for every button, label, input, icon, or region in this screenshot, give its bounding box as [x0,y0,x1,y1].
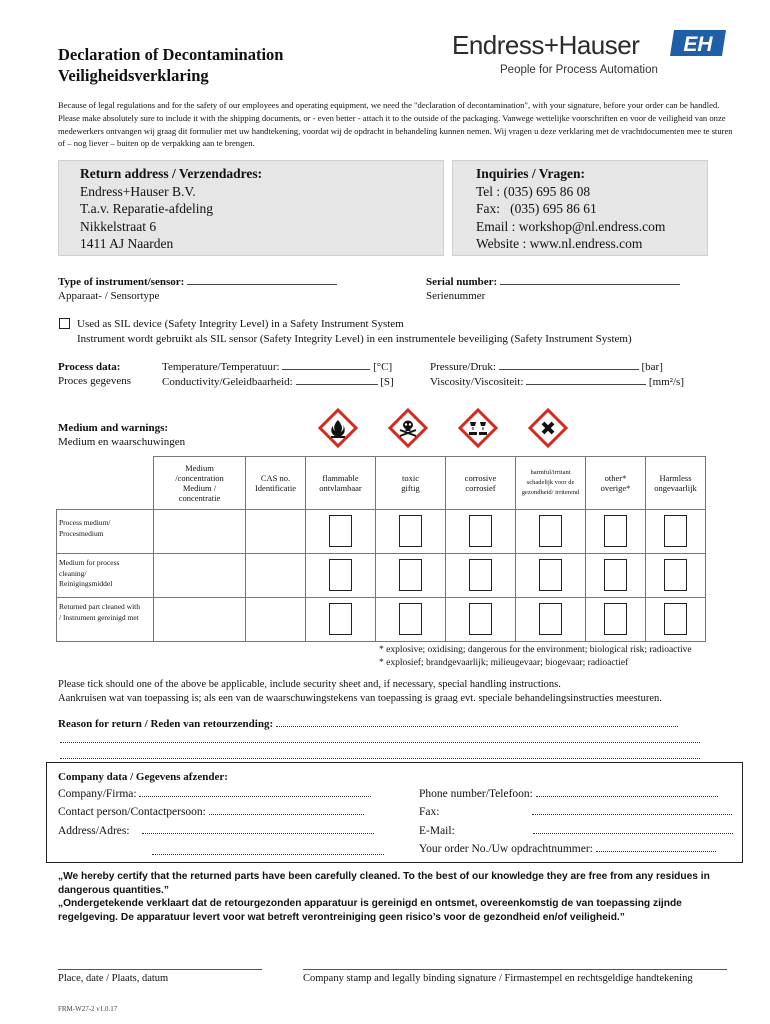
harmful-irritant-hazard-icon [528,408,568,448]
inquiries-line: Email : workshop@nl.endress.com [476,218,666,234]
company-heading: Company data / Gegevens afzender: [58,771,228,783]
email-input[interactable] [533,833,733,834]
flammable-checkbox[interactable] [329,559,352,591]
serial-number-input[interactable] [500,284,680,285]
row-cleaning-medium: Medium for process cleaning/ Reinigingsmiddel [57,554,154,598]
hazard-table [56,456,706,642]
toxic-checkbox[interactable] [399,515,422,547]
corrosive-checkbox[interactable] [469,559,492,591]
hazard-footnotes [379,644,692,670]
certify-nl: „Ondergetekende verklaart dat de retourgezonden apparatuur is gereinigd en ontsmet, overeenkomstig de van toepassing zijnde regelgeving. De apparatuur levert voor wat betreft verontreiniging geen risico’s voor de gezondheid en/of veiligheid.” [58,898,682,923]
inquiries-line: Fax: (035) 695 86 61 [476,201,597,216]
toxic-checkbox[interactable] [399,603,422,635]
viscosity-label: Viscosity/Viscositeit: [430,376,524,388]
inquiries [476,165,665,253]
temperature-label: Temperature/Temperatuur: [162,361,280,373]
tagline: People for Process Automation [500,64,658,76]
place-date-input[interactable] [58,969,262,970]
sil-line-en: Used as SIL device (Safety Integrity Level) in a Safety Instrument System [77,318,404,330]
instrument-type-label: Type of instrument/sensor: [58,276,185,288]
instrument-type-label-nl: Apparaat- / Sensortype [58,290,160,302]
firm-label: Company/Firma: [58,788,137,800]
medium-heading-nl: Medium en waarschuwingen [58,436,186,448]
medium-heading [58,421,185,449]
certification-text [58,870,728,924]
toxic-hazard-icon [388,408,428,448]
row-cleaned-with: Returned part cleaned with / Instrument gereinigd met [57,598,154,642]
sil-line-nl: Instrument wordt gebruikt als SIL sensor (Safety Integrity Level) in een instrumentele beveiliging (Safety Instrument System) [77,333,632,345]
viscosity-field [430,375,684,389]
firm-field [58,787,371,801]
corrosive-checkbox[interactable] [469,603,492,635]
return-address-heading: Return address / Verzendadres: [80,166,263,181]
col-corrosive: corrosive corrosief [446,457,516,510]
signature-input[interactable] [303,969,727,970]
pressure-label: Pressure/Druk: [430,361,496,373]
harmless-checkbox[interactable] [664,603,687,635]
temperature-unit: [°C] [373,361,393,373]
address-line: 1411 AJ Naarden [80,236,174,251]
inquiries-heading: Inquiries / Vragen: [476,166,586,181]
medium-cell[interactable] [154,510,246,554]
serial-number-label-nl: Serienummer [426,290,486,302]
col-cas: CAS no. Identificatie [246,457,306,510]
reason-label: Reason for return / Reden van retourzending: [58,718,274,730]
medium-cell[interactable] [154,598,246,642]
place-date-label: Place, date / Plaats, datum [58,973,169,984]
corrosive-hazard-icon [458,408,498,448]
cas-cell[interactable] [246,510,306,554]
intro-text: Because of legal regulations and for the safety of our employees and operating equipment, we need the "declaration of decontamination", with your signature, before your order can be handled. Please make absolutely sure to include it with the shipping documents, or - even better - attach it to the outside of the packaging. Vanwege wettelijke voorschriften en voor de veiligheid van onze medewerkers ontvangen wij graag dit formulier met uw handtekening, voordat wij de opdracht in behandeling kunnen nemen. Wij vragen u deze verklaring met de vrachtdocumenten mee te sturen of – nog liever – buiten op de verpakking aan te brengen. [58,100,733,149]
fax-label: Fax: [419,806,440,818]
address-line: Endress+Hauser B.V. [80,183,196,199]
harmless-checkbox[interactable] [664,559,687,591]
contact-input[interactable] [209,814,364,815]
order-number-field [419,842,716,856]
conductivity-label: Conductivity/Geleidbaarheid: [162,376,293,388]
process-label-nl: Proces gegevens [58,375,132,387]
flammable-checkbox[interactable] [329,603,352,635]
col-other: other* overige* [586,457,646,510]
col-toxic: toxic giftig [376,457,446,510]
order-number-label: Your order No./Uw opdrachtnummer: [419,843,593,855]
contact-field [58,805,364,819]
contact-label: Contact person/Contactpersoon: [58,806,206,818]
conductivity-input[interactable] [296,384,378,385]
medium-cell[interactable] [154,554,246,598]
address-input-line2[interactable] [152,846,384,855]
row-process-medium: Process medium/ Procesmedium [57,510,154,554]
address-label: Address/Adres: [58,825,130,837]
process-data-label [58,360,131,388]
footnote-nl: * explosief; brandgevaarlijk; milieugevaar; biogevaar; radioactief [379,658,629,668]
pressure-unit: [bar] [641,361,663,373]
corrosive-checkbox[interactable] [469,515,492,547]
cas-cell[interactable] [246,554,306,598]
viscosity-unit: [mm²/s] [648,376,684,388]
col-flammable: flammable ontvlambaar [306,457,376,510]
harmful-checkbox[interactable] [539,515,562,547]
certify-en: „We hereby certify that the returned parts have been carefully cleaned. To the best of our knowledge they are free from any residues in dangerous quantities.” [58,871,710,896]
reason-input-line2[interactable] [60,734,700,743]
pressure-input[interactable] [499,369,639,370]
address-input[interactable] [142,833,374,834]
instrument-type-field [58,275,337,303]
reason-input-line3[interactable] [60,750,700,759]
instrument-type-input[interactable] [187,284,337,285]
cas-cell[interactable] [246,598,306,642]
phone-field [419,787,718,801]
other-checkbox[interactable] [604,603,627,635]
address-line: T.a.v. Reparatie-afdeling [80,201,214,216]
order-number-input[interactable] [596,851,716,852]
notes-nl: Aankruisen wat van toepassing is; als een van de waarschuwingstekens van toepassing is graag evt. speciale behandelingsinstructies meesturen. [58,692,662,704]
form-code: FRM-W27-2 v1.0.17 [58,1005,118,1013]
conductivity-unit: [S] [380,376,394,388]
col-harmless: Harmless ongevaarlijk [646,457,706,510]
other-checkbox[interactable] [604,515,627,547]
title-nl: Veiligheidsverklaring [58,66,209,85]
temperature-field [162,360,392,374]
temperature-input[interactable] [282,369,370,370]
harmful-checkbox[interactable] [539,603,562,635]
flammable-hazard-icon [318,408,358,448]
notes-en: Please tick should one of the above be applicable, include security sheet and, if necessary, special handling instructions. [58,679,561,690]
medium-heading-en: Medium and warnings: [58,422,169,434]
sil-checkbox[interactable] [59,318,70,329]
serial-number-field [426,275,680,303]
col-medium: Medium /concentration Medium / concentratie [154,457,246,510]
page-title [58,44,283,86]
serial-number-label: Serial number: [426,276,498,288]
pressure-field [430,360,663,374]
harmful-checkbox[interactable] [539,559,562,591]
harmless-checkbox[interactable] [664,515,687,547]
phone-input[interactable] [536,796,718,797]
footnote-en: * explosive; oxidising; dangerous for the environment; biological risk; radioactive [379,645,692,655]
process-label: Process data: [58,361,121,373]
return-address [80,165,262,253]
eh-logo-icon [668,28,728,58]
address-line: Nikkelstraat 6 [80,218,157,234]
email-label: E-Mail: [419,825,455,837]
conductivity-field [162,375,394,389]
reason-field [58,717,678,731]
svg-text:EH: EH [683,33,713,56]
phone-label: Phone number/Telefoon: [419,788,533,800]
fax-field [419,805,732,819]
reason-input[interactable] [276,726,678,727]
viscosity-input[interactable] [526,384,646,385]
title-en: Declaration of Decontamination [58,45,284,64]
firm-input[interactable] [139,796,371,797]
fax-input[interactable] [532,814,732,815]
toxic-checkbox[interactable] [399,559,422,591]
tick-instructions [58,678,662,705]
signature-label: Company stamp and legally binding signature / Firmastempel en rechtsgeldige handtekening [303,973,693,984]
brand-name: Endress+Hauser [452,30,640,60]
col-harmful: harmful/irritant schadelijk voor de gezondheid/ irriterend [516,457,586,510]
email-field [419,824,733,838]
address-field [58,824,374,838]
other-checkbox[interactable] [604,559,627,591]
inquiries-line: Tel : (035) 695 86 08 [476,183,591,199]
flammable-checkbox[interactable] [329,515,352,547]
inquiries-line: Website : www.nl.endress.com [476,236,643,251]
